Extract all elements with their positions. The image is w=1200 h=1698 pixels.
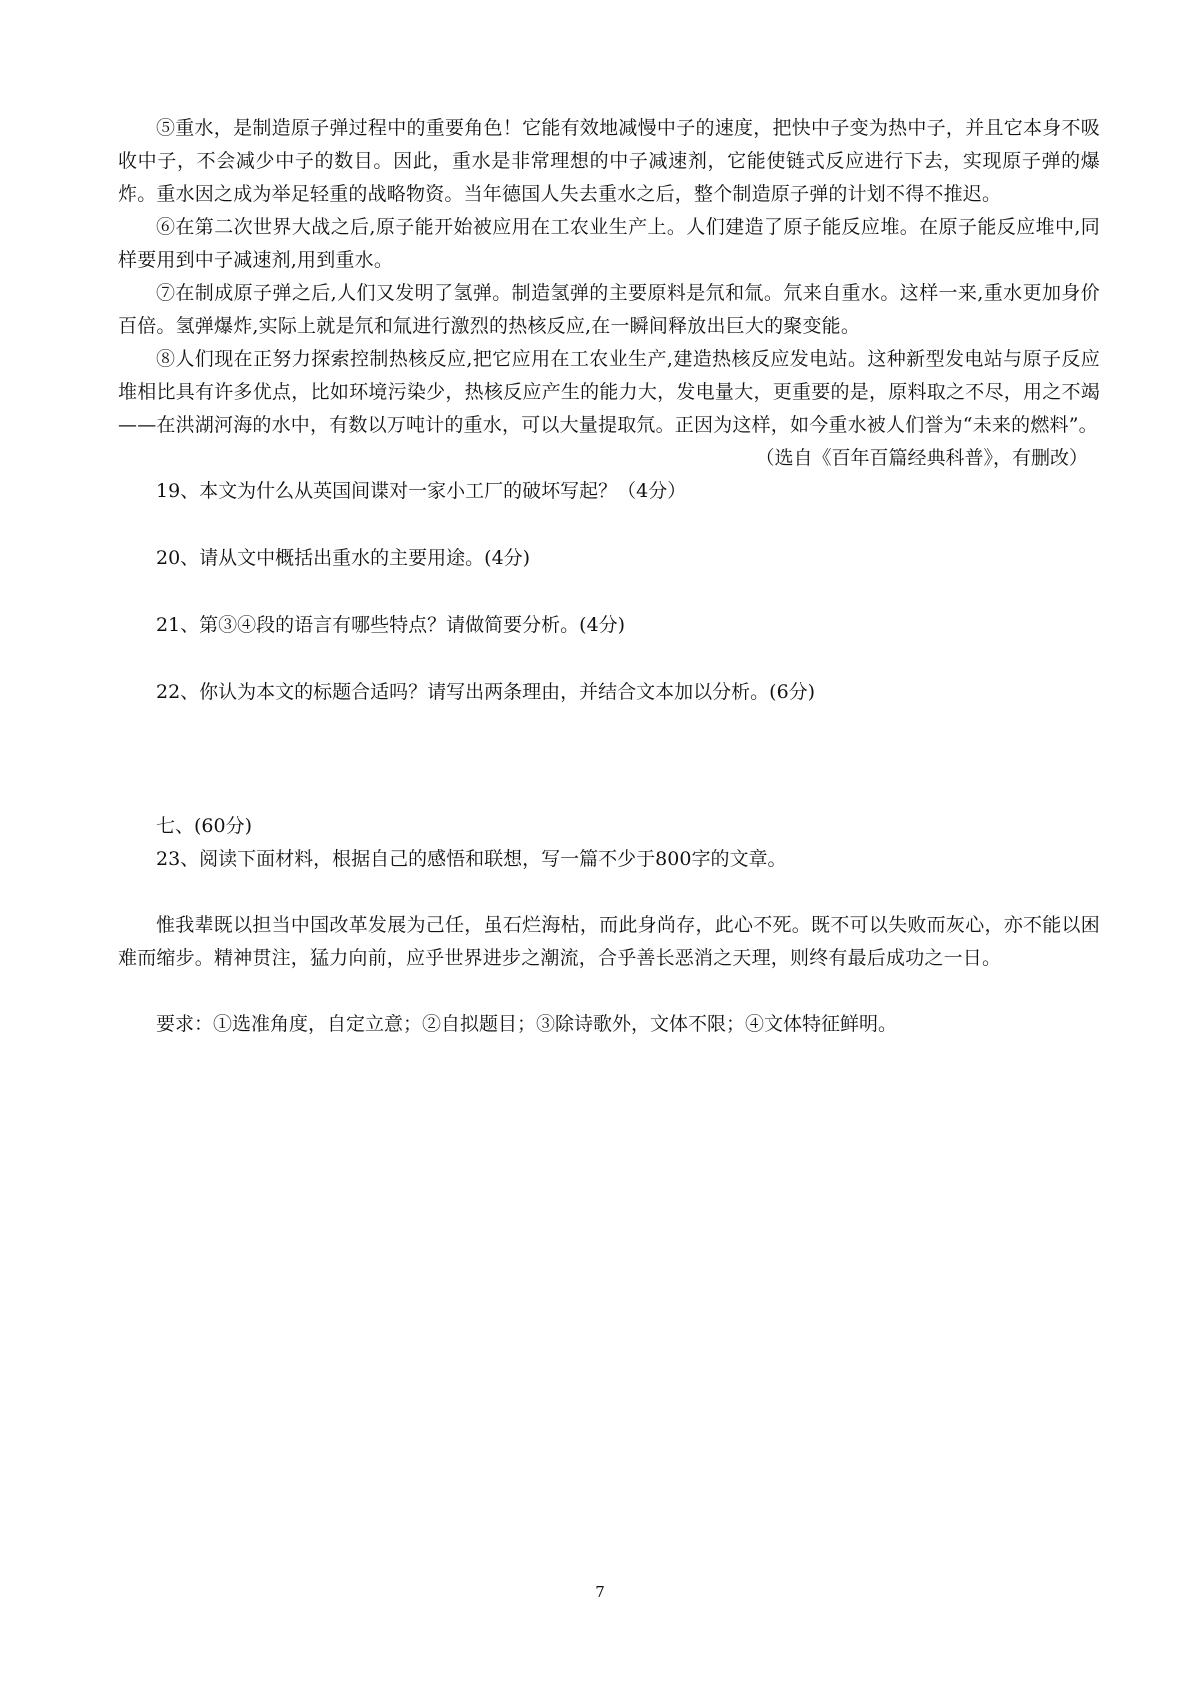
passage-source: （选自《百年百篇经典科普》，有删改） bbox=[755, 447, 1088, 469]
page-number: 7 bbox=[595, 1583, 605, 1601]
passage-paragraph-5: ⑤重水，是制造原子弹过程中的重要角色！它能有效地减慢中子的速度，把快中子变为热中子，并且它本身不吸收中子，不会减少中子的数目。因此，重水是非常理想的中子减速剂，它能使链式反应进行下去，实现原子弹的爆炸。重水因之成为举足轻重的战略物资。当年德国人失去重水之后，整个制造原子弹的计划不得不推迟。 bbox=[118, 117, 1100, 205]
passage-paragraph-7: ⑦在制成原子弹之后,人们又发明了氢弹。制造氢弹的主要原料是氘和氚。氘来自重水。这样一来,重水更加身价百倍。氢弹爆炸,实际上就是氘和氚进行激烈的热核反应,在一瞬间释放出巨大的聚变能。 bbox=[118, 282, 1100, 337]
writing-material: 惟我辈既以担当中国改革发展为己任，虽石烂海枯，而此身尚存，此心不死。既不可以失败而灰心，亦不能以困难而缩步。精神贯注，猛力向前，应乎世界进步之潮流，合乎善长恶消之天理，则终有最后成功之一日。 bbox=[118, 914, 1100, 969]
passage-paragraph-8: ⑧人们现在正努力探索控制热核反应,把它应用在工农业生产,建造热核反应发电站。这种新型发电站与原子反应堆相比具有许多优点，比如环境污染少，热核反应产生的能力大，发电量大，更重要的是，原料取之不尽，用之不竭——在洪湖河海的水中，有数以万吨计的重水，可以大量提取氘。正因为这样，如今重水被人们誉为“未来的燃料”。 bbox=[118, 348, 1100, 436]
question-19: 19、本文为什么从英国间谍对一家小工厂的破坏写起？（4分） bbox=[156, 480, 687, 502]
question-22: 22、你认为本文的标题合适吗？请写出两条理由，并结合文本加以分析。(6分) bbox=[156, 681, 816, 703]
question-20: 20、请从文中概括出重水的主要用途。(4分) bbox=[156, 547, 531, 569]
passage-paragraph-6: ⑥在第二次世界大战之后,原子能开始被应用在工农业生产上。人们建造了原子能反应堆。在原子能反应堆中,同样要用到中子减速剂,用到重水。 bbox=[118, 216, 1100, 271]
question-21: 21、第③④段的语言有哪些特点？请做简要分析。(4分) bbox=[156, 614, 626, 636]
page-content bbox=[118, 112, 1100, 1041]
writing-requirements: 要求：①选准角度，自定立意；②自拟题目；③除诗歌外，文体不限；④文体特征鲜明。 bbox=[156, 1013, 898, 1035]
section-7-heading: 七、(60分) bbox=[156, 815, 253, 837]
question-23: 23、阅读下面材料，根据自己的感悟和联想，写一篇不少于800字的文章。 bbox=[156, 848, 787, 870]
